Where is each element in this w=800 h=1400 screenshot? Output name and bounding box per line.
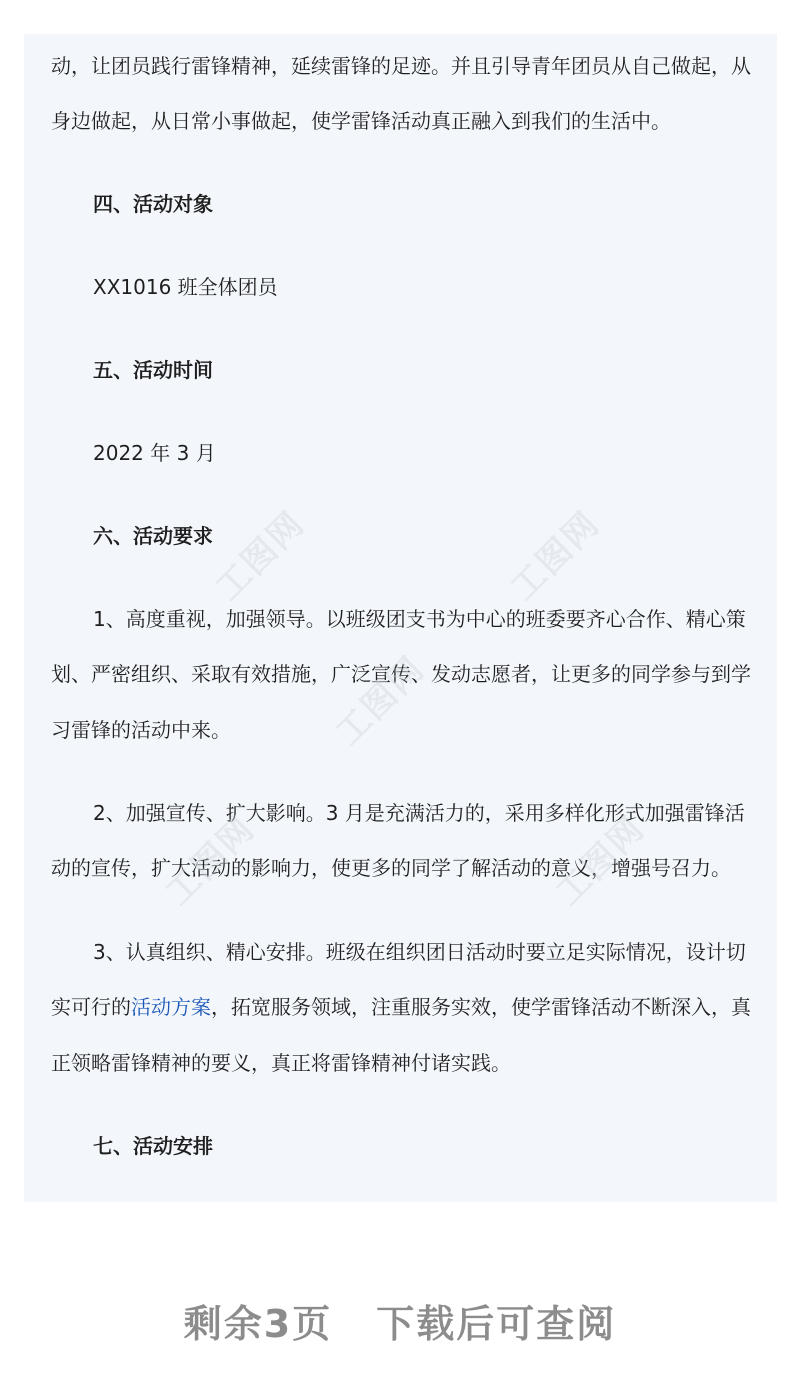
time-text: 2022 年 3 月 xyxy=(93,441,216,465)
section-heading-requirements: 六、活动要求 xyxy=(93,524,213,548)
download-prompt[interactable] xyxy=(0,1300,800,1348)
remaining-pages-text: 剩余3页 xyxy=(183,1302,333,1346)
activity-plan-link[interactable]: 活动方案 xyxy=(131,995,211,1019)
watermark: 工图网 xyxy=(548,808,653,914)
document-panel xyxy=(24,34,777,1202)
paragraph-line: 动的宣传，扩大活动的影响力，使更多的同学了解活动的意义，增强号召力。 xyxy=(51,856,731,880)
section-heading-time: 五、活动时间 xyxy=(93,358,213,382)
paragraph-line: 1、高度重视，加强领导。以班级团支书为中心的班委要齐心合作、精心策 xyxy=(93,607,746,631)
watermark: 工图网 xyxy=(208,503,313,609)
paragraph-text: 实可行的 xyxy=(51,995,131,1019)
paragraph-line: 身边做起，从日常小事做起，使学雷锋活动真正融入到我们的生活中。 xyxy=(51,109,671,133)
download-to-view-text: 下载后可查阅 xyxy=(376,1302,617,1346)
paragraph-line xyxy=(51,993,751,1021)
paragraph-line: 2、加强宣传、扩大影响。3 月是充满活力的，采用多样化形式加强雷锋活 xyxy=(93,801,745,825)
section-heading-target: 四、活动对象 xyxy=(93,192,213,216)
paragraph-line: 动，让团员践行雷锋精神，延续雷锋的足迹。并且引导青年团员从自己做起，从 xyxy=(51,54,751,78)
target-text: XX1016 班全体团员 xyxy=(93,275,278,299)
paragraph-line: 正领略雷锋精神的要义，真正将雷锋精神付诸实践。 xyxy=(51,1051,511,1075)
paragraph-line: 划、严密组织、采取有效措施，广泛宣传、发动志愿者，让更多的同学参与到学 xyxy=(51,662,751,686)
paragraph-text: ，拓宽服务领域，注重服务实效，使学雷锋活动不断深入，真 xyxy=(211,995,751,1019)
paragraph-line: 习雷锋的活动中来。 xyxy=(51,718,231,742)
watermark: 工图网 xyxy=(503,503,608,609)
section-heading-schedule: 七、活动安排 xyxy=(93,1134,213,1158)
watermark: 工图网 xyxy=(328,648,433,754)
watermark: 工图网 xyxy=(158,808,263,914)
paragraph-line: 3、认真组织、精心安排。班级在组织团日活动时要立足实际情况，设计切 xyxy=(93,940,746,964)
